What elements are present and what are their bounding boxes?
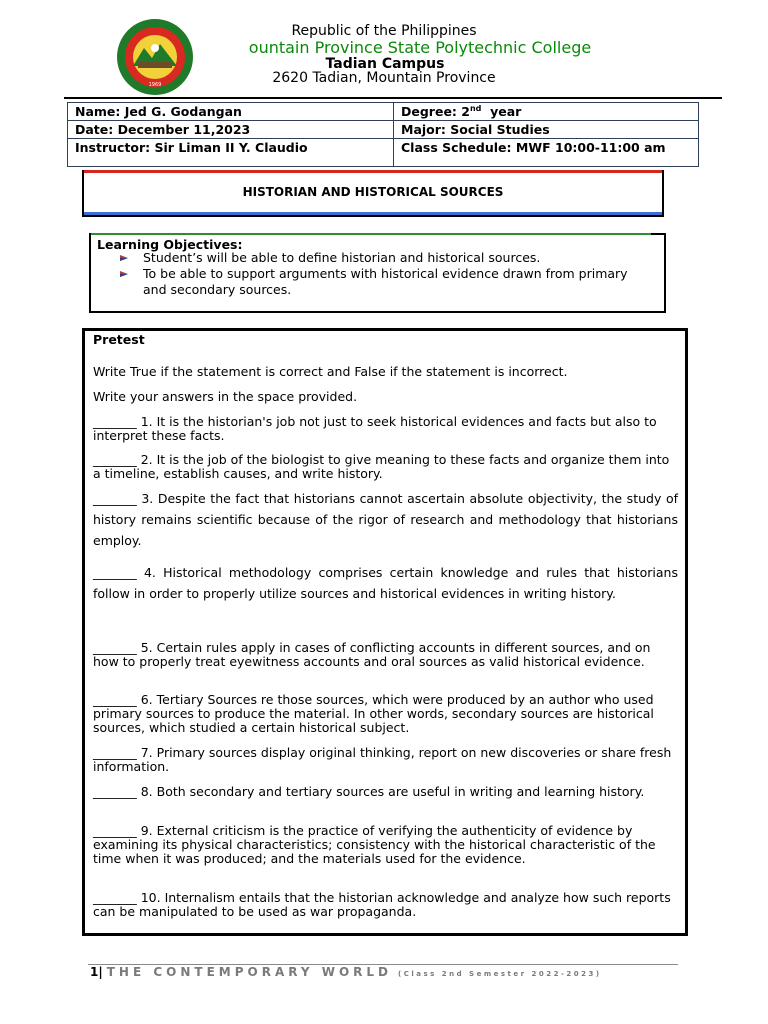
course-term: (Class 2nd Semester 2022-2023) xyxy=(398,970,602,978)
pretest-item: _______ 3. Despite the fact that historians cannot ascertain absolute objectivity, the study of history remains scientific because of the rigor of research and methodology that historians employ. xyxy=(93,491,678,548)
pretest-item: _______ 2. It is the job of the biologist to give meaning to these facts and organize them into a timeline, establish causes, and write history. xyxy=(93,452,670,481)
instructor-field: Instructor: Sir Liman II Y. Claudio xyxy=(68,139,394,167)
pretest-instruction: Write True if the statement is correct and False if the statement is incorrect. xyxy=(93,364,568,379)
header-divider xyxy=(64,97,722,99)
header-college-name: ountain Province State Polytechnic College xyxy=(248,38,592,57)
date-field: Date: December 11,2023 xyxy=(68,121,394,139)
pretest-item: _______ 5. Certain rules apply in cases of conflicting accounts in different sources, and on how to properly treat eyewitness accounts and oral sources as valid historical evidence. xyxy=(93,640,651,669)
page-number: 1 xyxy=(90,965,99,979)
pretest-heading: Pretest xyxy=(93,332,145,347)
arrow-bullet-icon xyxy=(119,253,129,263)
lesson-title-box xyxy=(82,170,664,217)
objectives-heading: Learning Objectives: xyxy=(97,237,243,252)
header-campus: Tadian Campus xyxy=(325,56,445,72)
pretest-item: _______ 4. Historical methodology comprises certain knowledge and rules that historians follow in order to properly utilize sources and historical evidences in writing history. xyxy=(93,565,678,601)
objectives-top-accent xyxy=(91,233,651,235)
college-seal-logo xyxy=(116,18,194,96)
class-schedule-field: Class Schedule: MWF 10:00-11:00 am xyxy=(394,139,699,167)
pretest-item: _______ 6. Tertiary Sources re those sources, which were produced by an author who used primary sources to produce the material. In other words, secondary sources are historical sources, which studied a certain historical subject. xyxy=(93,692,654,735)
title-top-accent xyxy=(84,170,662,173)
pretest-instruction: Write your answers in the space provided. xyxy=(93,389,358,404)
student-name: Name: Jed G. Godangan xyxy=(68,103,394,121)
major-field: Major: Social Studies xyxy=(394,121,699,139)
header-address: 2620 Tadian, Mountain Province xyxy=(272,70,496,86)
lesson-title: HISTORIAN AND HISTORICAL SOURCES xyxy=(242,185,504,199)
logo-year: 1969 xyxy=(148,82,162,88)
pretest-box xyxy=(82,328,688,936)
header-republic: Republic of the Philippines xyxy=(291,23,477,39)
objective-item: To be able to support arguments with historical evidence drawn from primary and secondary sources. xyxy=(143,266,653,298)
pretest-item: _______ 7. Primary sources display original thinking, report on new discoveries or share fresh information. xyxy=(93,745,672,774)
course-title: THE CONTEMPORARY WORLD xyxy=(106,965,392,979)
arrow-bullet-icon xyxy=(119,269,129,279)
pretest-item: _______ 1. It is the historian's job not just to seek historical evidences and facts but also to interpret these facts. xyxy=(93,414,657,443)
student-info-table xyxy=(67,102,699,167)
objective-item: Student’s will be able to define historian and historical sources. xyxy=(143,250,653,266)
footer-separator: | xyxy=(98,965,103,979)
learning-objectives-box xyxy=(89,233,666,313)
pretest-item: _______ 8. Both secondary and tertiary sources are useful in writing and learning history. xyxy=(93,784,645,799)
pretest-item: _______ 10. Internalism entails that the historian acknowledge and analyze how such reports can be manipulated to be used as war propaganda. xyxy=(93,890,671,919)
pretest-item: _______ 9. External criticism is the practice of verifying the authenticity of evidence by examining its physical characteristics; consistency with the historical characteristic of the time when it was produced; and the materials used for the evidence. xyxy=(93,823,656,866)
student-degree: Degree: 2nd year xyxy=(394,103,699,121)
page-footer xyxy=(90,965,602,979)
